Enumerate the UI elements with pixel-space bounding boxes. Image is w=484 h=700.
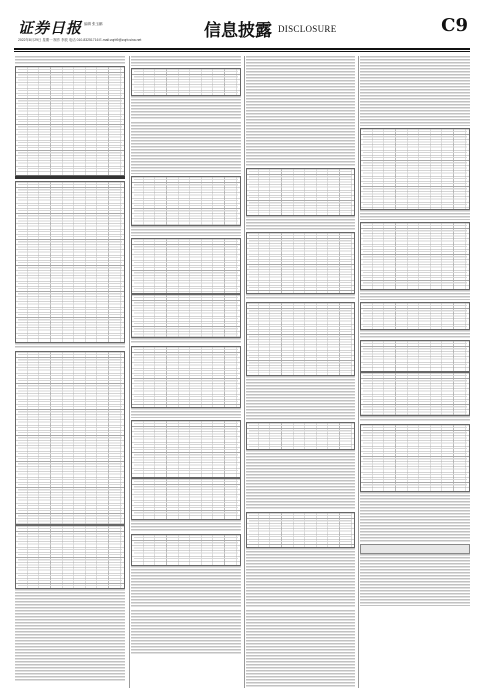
disclosure-text <box>131 338 241 344</box>
date-line: 2022年8月29日 星期一 制作 李波 电话 010-83251716 E-mail:zqrb9@zqrb.sina.net <box>18 38 142 42</box>
disclosure-text <box>360 492 470 542</box>
disclosure-table <box>131 420 241 478</box>
disclosure-table <box>131 346 241 408</box>
disclosure-text <box>360 290 470 300</box>
section-title: 信息披露 <box>204 21 272 41</box>
disclosure-table <box>15 181 125 343</box>
disclosure-text <box>360 56 470 126</box>
disclosure-table <box>246 302 356 376</box>
column-4 <box>358 56 471 688</box>
page-number: C9 <box>441 15 468 36</box>
header-rule <box>14 48 470 50</box>
disclosure-text <box>360 330 470 338</box>
editor-line: 编辑 张玉鹏 <box>84 22 103 26</box>
disclosure-text <box>360 554 470 606</box>
disclosure-text <box>246 56 356 166</box>
disclosure-text <box>246 294 356 300</box>
disclosure-text <box>246 548 356 608</box>
disclosure-text <box>131 56 241 66</box>
disclosure-table <box>360 340 470 372</box>
masthead <box>14 16 470 46</box>
disclosure-text <box>360 210 470 220</box>
disclosure-text <box>246 450 356 510</box>
disclosure-table <box>131 68 241 96</box>
disclosure-table <box>15 525 125 589</box>
disclosure-text <box>360 416 470 422</box>
disclosure-table <box>360 128 470 210</box>
disclosure-text <box>131 610 241 654</box>
disclosure-text <box>131 122 241 174</box>
disclosure-table <box>246 512 356 548</box>
disclosure-table <box>360 372 470 416</box>
disclosure-text <box>131 566 241 608</box>
disclosure-text <box>15 343 125 349</box>
disclosure-text <box>15 56 125 64</box>
disclosure-text <box>246 610 356 688</box>
disclosure-table <box>131 176 241 226</box>
disclosure-text <box>131 408 241 418</box>
disclosure-table <box>131 238 241 294</box>
header-rule-thin <box>14 51 470 52</box>
disclosure-table <box>131 294 241 338</box>
column-1 <box>14 56 126 688</box>
disclosure-text <box>246 376 356 420</box>
disclosure-table <box>246 168 356 216</box>
disclosure-text <box>131 520 241 532</box>
newspaper-logo: 证券日报 <box>18 19 83 37</box>
disclosure-table <box>15 66 125 176</box>
disclosure-table <box>131 478 241 520</box>
section-subtitle: DISCLOSURE <box>278 24 337 34</box>
disclosure-table <box>246 232 356 294</box>
column-3 <box>244 56 357 688</box>
column-2 <box>129 56 242 688</box>
disclosure-table <box>15 351 125 525</box>
disclosure-text <box>360 544 470 554</box>
disclosure-columns <box>14 56 470 688</box>
disclosure-table <box>360 424 470 492</box>
disclosure-table <box>360 222 470 290</box>
disclosure-table <box>360 302 470 330</box>
disclosure-text <box>15 176 125 179</box>
disclosure-text <box>246 216 356 230</box>
disclosure-table <box>246 422 356 450</box>
disclosure-text <box>131 96 241 120</box>
disclosure-text <box>15 589 125 681</box>
disclosure-table <box>131 534 241 566</box>
disclosure-text <box>131 226 241 236</box>
